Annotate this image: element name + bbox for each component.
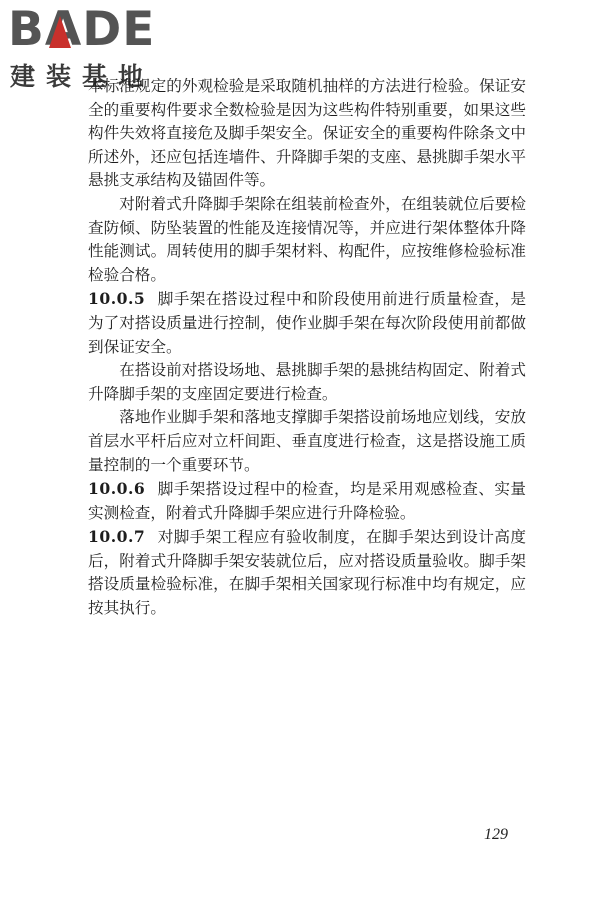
page-number: 129 <box>484 826 508 843</box>
paragraph-1 <box>88 75 526 193</box>
paragraph-text: 脚手架在搭设过程中和阶段使用前进行质量检查，是为了对搭设质量进行控制，使作业脚手架在每次阶段使用前都做到保证安全。 <box>88 290 526 356</box>
paragraph-text: 在搭设前对搭设场地、悬挑脚手架的悬挑结构固定、附着式升降脚手架的支座固定要进行检查。 <box>88 361 526 403</box>
clause-10-0-7 <box>88 525 526 620</box>
paragraph-4 <box>88 359 526 406</box>
paragraph-5 <box>88 406 526 477</box>
clause-10-0-5 <box>88 287 526 359</box>
clause-number: 10.0.6 <box>88 479 146 499</box>
logo-subtitle: 建装基地 <box>10 62 155 91</box>
paragraph-text: 落地作业脚手架和落地支撑脚手架搭设前场地应划线，安放首层水平杆后应对立杆间距、垂直度进行检查，这是搭设施工质量控制的一个重要环节。 <box>88 408 526 474</box>
clause-number: 10.0.7 <box>88 527 146 547</box>
paragraph-text: 对脚手架工程应有验收制度，在脚手架达到设计高度后，附着式升降脚手架安装就位后，应对搭设质量验收。脚手架搭设质量检验标准，在脚手架相关国家现行标准中均有规定，应按其执行。 <box>88 528 526 618</box>
logo-wordmark: BADE <box>8 2 156 57</box>
clause-10-0-6 <box>88 477 526 525</box>
body-text <box>88 75 526 621</box>
paragraph-text: 脚手架搭设过程中的检查，均是采用观感检查、实量实测检查，附着式升降脚手架应进行升降检验。 <box>88 480 526 522</box>
logo-accent-triangle-icon <box>49 16 71 48</box>
paragraph-text: 本标准规定的外观检验是采取随机抽样的方法进行检验。保证安全的重要构件要求全数检验是因为这些构件特别重要，如果这些构件失效将直接危及脚手架安全。保证安全的重要构件除条文中所述外，还应包括连墙件、升降脚手架的支座、悬挑脚手架水平悬挑支承结构及锚固件等。 <box>88 77 526 190</box>
paragraph-text: 对附着式升降脚手架除在组装前检查外，在组装就位后要检查防倾、防坠装置的性能及连接情况等，并应进行架体整体升降性能测试。周转使用的脚手架材料、构配件，应按维修检验标准检验合格。 <box>88 194 526 284</box>
clause-number: 10.0.5 <box>88 289 146 309</box>
paragraph-2 <box>88 193 526 287</box>
